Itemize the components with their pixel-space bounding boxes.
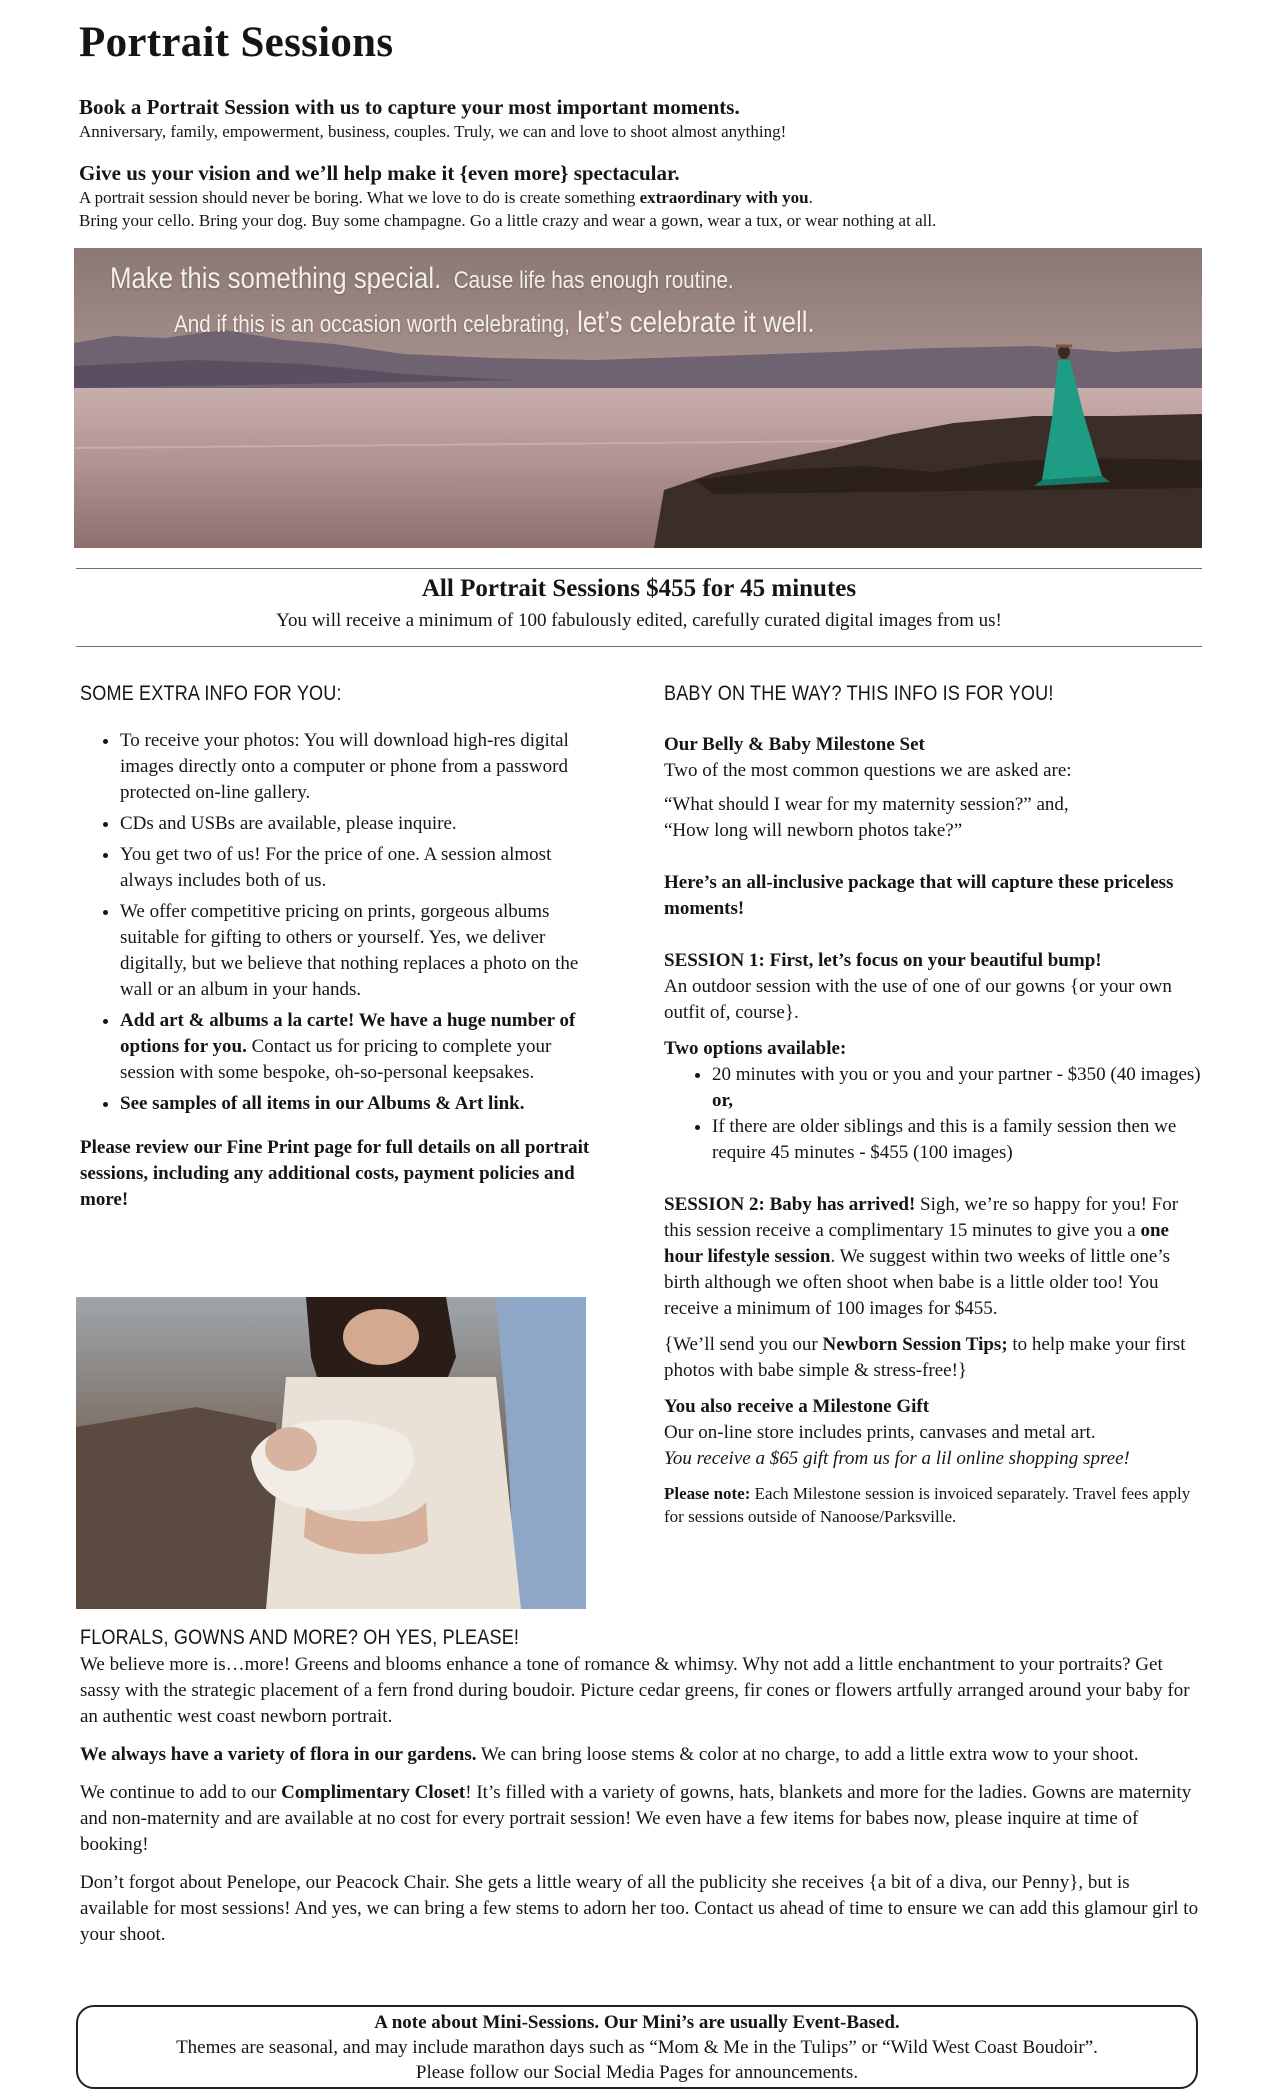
note-line-3: Please follow our Social Media Pages for announcements. xyxy=(415,2062,859,2083)
pricing-title: All Portrait Sessions $455 for 45 minutes xyxy=(421,575,857,602)
question-1: “What should I wear for my maternity session?” and, xyxy=(664,794,1069,815)
banner-line-1 xyxy=(110,262,734,296)
florals-heading: FLORALS, GOWNS AND MORE? OH YES, PLEASE! xyxy=(80,1626,520,1649)
tips-bold: Newborn Session Tips; xyxy=(822,1334,1008,1355)
intro2-text-2: Bring your cello. Bring your dog. Buy some champagne. Go a little crazy and wear a gown, wear a tux, or wear nothing at all. xyxy=(79,211,937,230)
divider-top xyxy=(76,568,1202,569)
option-1-or: or, xyxy=(712,1090,733,1111)
list-item xyxy=(120,1091,590,1117)
intro2-text-a: A portrait session should never be boring. What we love to do is create something xyxy=(79,188,640,207)
note-bold: Please note: xyxy=(664,1484,751,1503)
session-2-text xyxy=(664,1192,1204,1322)
list-item xyxy=(120,1008,590,1086)
list-item: • CDs and USBs are available, please inquire. xyxy=(120,811,590,837)
fine-print-note: Please review our Fine Print page for full details on all portrait sessions, including any additional costs, payment policies and more! xyxy=(80,1137,590,1210)
left-heading: SOME EXTRA INFO FOR YOU: xyxy=(80,682,342,705)
intro-block-1 xyxy=(79,94,1209,143)
intro2-text-bold: extraordinary with you xyxy=(639,188,809,207)
newborn-scene xyxy=(76,1297,586,1609)
question-2: “How long will newborn photos take?” xyxy=(664,820,963,841)
gift-italic: You receive a $65 gift from us for a lil online shopping spree! xyxy=(664,1448,1130,1469)
list-item: • If there are older siblings and this is a family session then we require 45 minutes - $455 (100 images) xyxy=(712,1114,1204,1166)
pricing-subtitle: You will receive a minimum of 100 fabulously edited, carefully curated digital images from us! xyxy=(276,610,1002,631)
banner-line-2 xyxy=(174,306,815,340)
note-line-1: A note about Mini-Sessions. Our Mini’s are usually Event-Based. xyxy=(374,2012,900,2033)
session-2-bold: one hour lifestyle session xyxy=(664,1220,1169,1267)
tips-a: {We’ll send you our xyxy=(664,1334,823,1355)
milestone-set-intro: Two of the most common questions we are asked are: xyxy=(664,760,1072,781)
florals-paragraph-3 xyxy=(80,1780,1202,1858)
florals-paragraph-2 xyxy=(80,1742,1202,1768)
list-item: • To receive your photos: You will download high-res digital images directly onto a computer or phone from a password protected on-line gallery. xyxy=(120,728,590,806)
tips-c: to help make your first photos with babe simple & stress-free!} xyxy=(664,1334,1186,1381)
package-heading: Here’s an all-inclusive package that will capture these priceless moments! xyxy=(664,872,1174,919)
mini-sessions-note xyxy=(76,2005,1198,2089)
milestone-set-title: Our Belly & Baby Milestone Set xyxy=(664,734,925,755)
session-1-text: An outdoor session with the use of one of our gowns {or your own outfit of, course}. xyxy=(664,976,1172,1023)
banner-line-1-small: Cause life has enough routine. xyxy=(453,267,734,294)
newborn-photo xyxy=(76,1297,586,1609)
florals-paragraph-1: We believe more is…more! Greens and blooms enhance a tone of romance & whimsy. Why not add a little enchantment to your portraits? Get sassy with the strategic placement of a fern frond during boudoir. Picture cedar greens, fir cones or flowers artfully arranged around your baby for an authentic west coast newborn portrait. xyxy=(80,1654,1190,1727)
albums-text: Contact us for pricing to complete your session with some bespoke, oh-so-personal keepsakes. xyxy=(120,1036,552,1083)
right-column xyxy=(664,682,1204,1528)
florals-section xyxy=(80,1626,1202,1948)
intro-block-2 xyxy=(79,160,1209,232)
session-2-title: SESSION 2: Baby has arrived! xyxy=(664,1194,916,1215)
session-2-a: Sigh, we’re so happy for you! For this session receive a complimentary 15 minutes to give you a xyxy=(664,1194,1179,1241)
closet-a: We continue to add to our xyxy=(80,1782,282,1803)
intro2-text xyxy=(79,186,1209,209)
albums-bold: Add art & albums a la carte! We have a huge number of options for you. xyxy=(120,1010,576,1057)
closet-c: ! It’s filled with a variety of gowns, hats, blankets and more for the ladies. Gowns are maternity and non-maternity and are available at no cost for every portrait session! We even have a few items for babes now, please inquire at time of booking! xyxy=(80,1782,1192,1855)
gift-title: You also receive a Milestone Gift xyxy=(664,1396,930,1417)
milestone-note xyxy=(664,1482,1204,1528)
note-text: Each Milestone session is invoiced separately. Travel fees apply for sessions outside of Nanoose/Parksville. xyxy=(664,1484,1191,1526)
option-1-text: 20 minutes with you or you and your partner - $350 (40 images) xyxy=(712,1064,1201,1085)
divider-bottom xyxy=(76,646,1202,647)
intro2-text-c: . xyxy=(808,188,813,207)
list-item: • You get two of us! For the price of one. A session almost always includes both of us. xyxy=(120,842,590,894)
samples-bold: See samples of all items in our Albums & Art link. xyxy=(120,1093,525,1114)
intro1-lead: Book a Portrait Session with us to capture your most important moments. xyxy=(79,95,740,119)
florals-paragraph-4: Don’t forgot about Penelope, our Peacock Chair. She gets a little weary of all the publicity she receives {a bit of a diva, our Penny}, but is available for most sessions! And yes, we can bring a few stems to adorn her too. Contact us ahead of time to ensure we can add this glamour girl to your shoot. xyxy=(80,1872,1199,1945)
extra-info-list xyxy=(80,728,590,1117)
page-title: Portrait Sessions xyxy=(79,19,394,66)
session-1-title: SESSION 1: First, let’s focus on your beautiful bump! xyxy=(664,950,1102,971)
note-line-2: Themes are seasonal, and may include marathon days such as “Mom & Me in the Tulips” or “Wild West Coast Boudoir”. xyxy=(176,2037,1098,2058)
newborn-tips xyxy=(664,1332,1204,1384)
list-item xyxy=(712,1062,1204,1114)
closet-bold: Complimentary Closet xyxy=(281,1782,466,1803)
intro2-lead: Give us your vision and we’ll help make it {even more} spectacular. xyxy=(79,161,680,185)
banner-line-2-small: And if this is an occasion worth celebrating, xyxy=(174,311,570,338)
banner-line-2-big: let’s celebrate it well. xyxy=(577,306,815,339)
banner-line-1-big: Make this something special. xyxy=(110,262,442,295)
session-2-c: . We suggest within two weeks of little one’s birth although we often shoot when babe is a little older too! You receive a minimum of 100 images for $455. xyxy=(664,1246,1170,1319)
left-column xyxy=(80,682,590,1213)
flora-bold: We always have a variety of flora in our gardens. xyxy=(80,1744,477,1765)
list-item: • We offer competitive pricing on prints, gorgeous albums suitable for gifting to others or yourself. Yes, we deliver digitally, but we believe that nothing replaces a photo on the wall or an album in your hands. xyxy=(120,899,590,1003)
intro1-text: Anniversary, family, empowerment, business, couples. Truly, we can and love to shoot almost anything! xyxy=(79,122,787,141)
options-title: Two options available: xyxy=(664,1038,847,1059)
banner-photo xyxy=(74,248,1202,548)
gift-text: Our on-line store includes prints, canvases and metal art. xyxy=(664,1422,1096,1443)
options-list xyxy=(664,1062,1204,1166)
flora-text: We can bring loose stems & color at no charge, to add a little extra wow to your shoot. xyxy=(476,1744,1139,1765)
right-heading: BABY ON THE WAY? THIS INFO IS FOR YOU! xyxy=(664,682,1054,705)
